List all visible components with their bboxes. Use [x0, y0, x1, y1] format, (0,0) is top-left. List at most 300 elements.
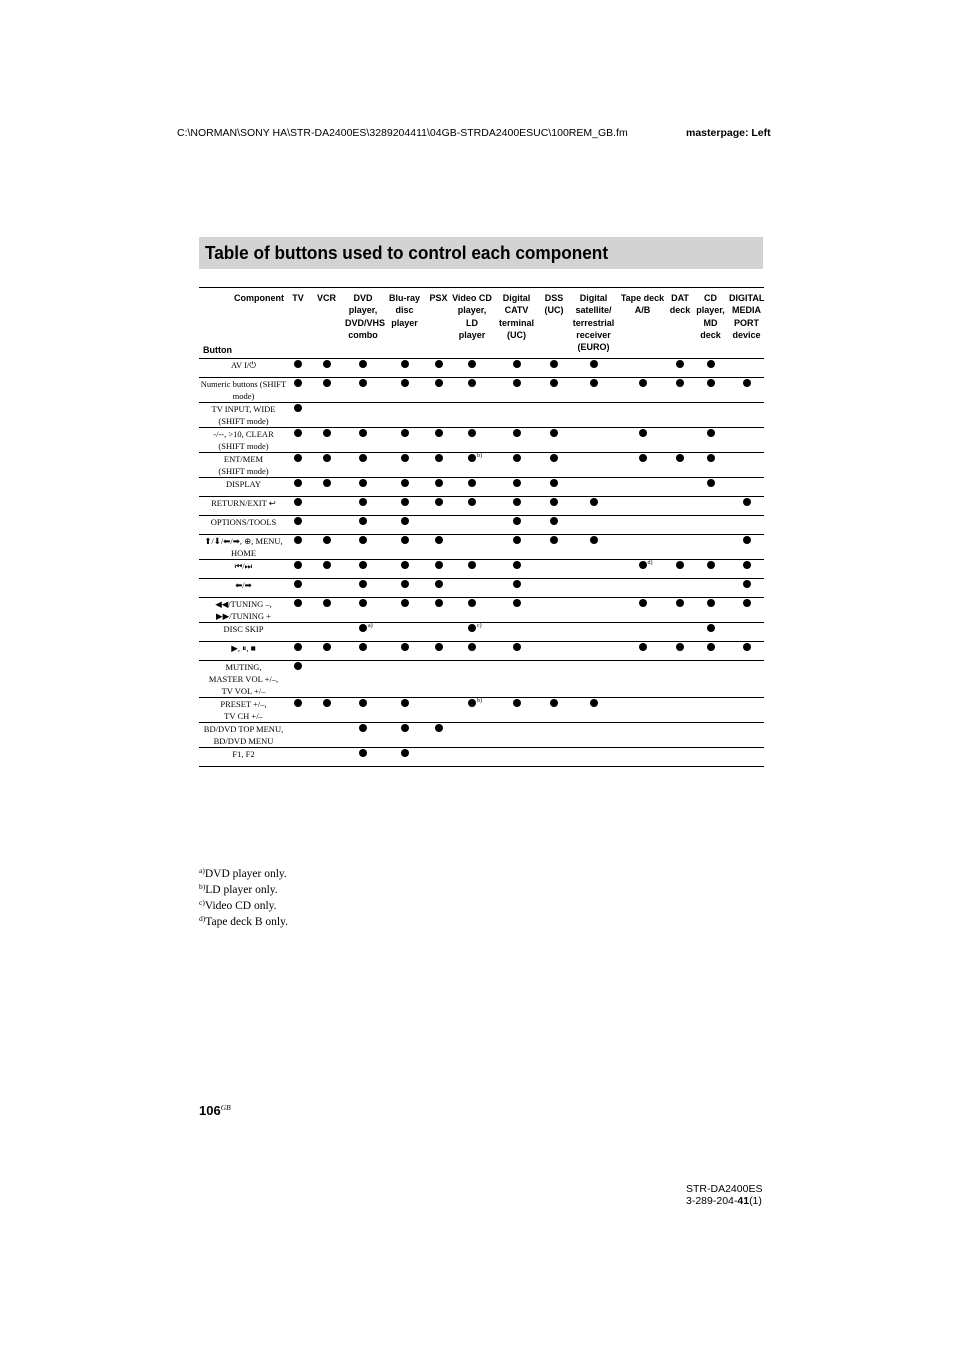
supported-mark — [468, 479, 476, 487]
supported-mark — [639, 379, 647, 387]
button-label: ⏮/⏭ — [234, 561, 253, 571]
supported-mark — [401, 724, 409, 732]
supported-mark — [294, 479, 302, 487]
footnote-text: DVD player only. — [204, 868, 287, 880]
supported-mark — [294, 498, 302, 506]
table-cell — [449, 428, 495, 453]
table-cell — [495, 535, 538, 560]
supported-mark — [294, 536, 302, 544]
table-cell — [428, 535, 449, 560]
table-cell — [692, 661, 729, 698]
table-cell — [570, 378, 617, 403]
table-cell — [308, 453, 345, 478]
table-cell — [692, 453, 729, 478]
supported-mark — [323, 643, 331, 651]
table-cell — [345, 516, 381, 535]
footnote-mark: c) — [199, 898, 205, 907]
table-cell — [308, 497, 345, 516]
table-cell — [570, 642, 617, 661]
table-cell — [381, 723, 428, 748]
supported-mark — [359, 379, 367, 387]
supported-mark — [550, 454, 558, 462]
supported-mark — [707, 454, 715, 462]
table-cell — [449, 642, 495, 661]
table-cell — [617, 560, 668, 579]
table-cell — [495, 642, 538, 661]
footnote-mark: d) — [199, 914, 206, 923]
table-cell — [449, 535, 495, 560]
table-cell — [308, 403, 345, 428]
table-cell — [288, 428, 308, 453]
footnote-mark: a) — [199, 866, 205, 875]
table-cell — [692, 598, 729, 623]
supported-mark — [468, 429, 476, 437]
footnote-text: Video CD only. — [204, 900, 277, 912]
table-cell — [538, 579, 570, 598]
column-header: DVD player, DVD/VHS combo — [345, 293, 386, 340]
column-header: Blu-ray disc player — [388, 293, 420, 328]
table-cell — [428, 560, 449, 579]
supported-mark — [294, 429, 302, 437]
table-cell — [308, 598, 345, 623]
table-cell — [308, 428, 345, 453]
table-cell — [288, 478, 308, 497]
supported-mark — [401, 599, 409, 607]
table-cell — [692, 560, 729, 579]
table-cell — [288, 453, 308, 478]
supported-mark — [743, 643, 751, 651]
table-cell — [345, 579, 381, 598]
supported-mark — [294, 643, 302, 651]
table-cell — [288, 748, 308, 767]
table-cell — [729, 748, 764, 767]
supported-mark — [359, 454, 367, 462]
table-cell — [617, 642, 668, 661]
supported-mark — [468, 643, 476, 651]
table-cell — [308, 661, 345, 698]
table-cell — [288, 378, 308, 403]
table-cell — [538, 661, 570, 698]
table-cell — [617, 623, 668, 642]
table-cell — [617, 661, 668, 698]
table-cell — [729, 698, 764, 723]
table-cell — [538, 453, 570, 478]
table-cell — [345, 698, 381, 723]
table-cell — [308, 748, 345, 767]
table-cell — [495, 478, 538, 497]
supported-mark — [401, 454, 409, 462]
supported-mark — [359, 536, 367, 544]
table-cell — [570, 723, 617, 748]
button-label: ⬆/⬇/⬅/➡, ⊕, MENU, HOME — [204, 536, 283, 558]
table-cell — [449, 478, 495, 497]
footnote-ref: c) — [477, 623, 482, 629]
table-cell — [288, 642, 308, 661]
table-row — [199, 516, 764, 535]
table-cell — [692, 516, 729, 535]
supported-mark — [401, 749, 409, 757]
page-number-value: 106 — [199, 1103, 221, 1118]
supported-mark — [435, 536, 443, 544]
supported-mark — [401, 561, 409, 569]
table-row — [199, 598, 764, 623]
supported-mark — [435, 429, 443, 437]
supported-mark — [676, 379, 684, 387]
table-row — [199, 453, 764, 478]
supported-mark — [468, 599, 476, 607]
supported-mark — [676, 561, 684, 569]
supported-mark — [513, 429, 521, 437]
table-cell — [308, 535, 345, 560]
supported-mark — [513, 454, 521, 462]
footnote — [199, 898, 288, 914]
table-cell — [692, 623, 729, 642]
button-label: PRESET +/–, TV CH +/– — [220, 699, 267, 721]
table-cell — [668, 378, 692, 403]
supported-mark — [468, 360, 476, 368]
table-cell — [668, 535, 692, 560]
table-cell — [288, 359, 308, 378]
table-cell — [345, 428, 381, 453]
supported-mark — [323, 479, 331, 487]
table-cell — [538, 497, 570, 516]
supported-mark — [707, 643, 715, 651]
table-cell — [617, 698, 668, 723]
supported-mark — [513, 536, 521, 544]
column-header: DSS (UC) — [544, 293, 564, 316]
button-label: -/--, >10, CLEAR (SHIFT mode) — [213, 429, 274, 451]
table-cell — [428, 642, 449, 661]
supported-mark — [359, 724, 367, 732]
table-cell — [570, 403, 617, 428]
masterpage-label: masterpage: Left — [686, 127, 771, 139]
table-row — [199, 579, 764, 598]
supported-mark — [401, 536, 409, 544]
supported-mark — [294, 699, 302, 707]
table-cell — [288, 698, 308, 723]
table-cell — [288, 623, 308, 642]
table-cell — [570, 359, 617, 378]
table-cell — [617, 723, 668, 748]
table-cell — [345, 478, 381, 497]
supported-mark — [743, 580, 751, 588]
table-cell — [308, 579, 345, 598]
table-cell — [570, 497, 617, 516]
table-cell — [729, 623, 764, 642]
table-cell — [692, 497, 729, 516]
supported-mark — [707, 479, 715, 487]
supported-mark — [401, 643, 409, 651]
supported-mark — [294, 379, 302, 387]
supported-mark — [401, 379, 409, 387]
supported-mark — [550, 699, 558, 707]
table-cell — [308, 723, 345, 748]
button-label: BD/DVD TOP MENU, BD/DVD MENU — [203, 724, 284, 746]
table-cell — [449, 560, 495, 579]
supported-mark — [359, 479, 367, 487]
table-cell — [617, 478, 668, 497]
table-cell — [729, 403, 764, 428]
table-cell — [495, 359, 538, 378]
table-cell — [570, 453, 617, 478]
supported-mark — [513, 580, 521, 588]
supported-mark — [468, 454, 476, 462]
table-cell — [495, 748, 538, 767]
table-cell — [288, 723, 308, 748]
supported-mark — [294, 599, 302, 607]
supported-mark — [435, 498, 443, 506]
table-cell — [729, 453, 764, 478]
table-row — [199, 698, 764, 723]
button-label: DISPLAY — [225, 479, 262, 489]
column-header: DIGITAL MEDIA PORT device — [729, 293, 765, 340]
table-cell — [692, 359, 729, 378]
supported-mark — [513, 599, 521, 607]
table-cell — [668, 661, 692, 698]
table-cell — [288, 598, 308, 623]
table-cell — [729, 642, 764, 661]
table-cell — [692, 579, 729, 598]
supported-mark — [639, 429, 647, 437]
supported-mark — [590, 379, 598, 387]
supported-mark — [294, 580, 302, 588]
table-cell — [381, 748, 428, 767]
supported-mark — [639, 599, 647, 607]
table-cell — [345, 661, 381, 698]
footnote-text: Tape deck B only. — [205, 916, 289, 928]
supported-mark — [676, 454, 684, 462]
table-cell — [729, 723, 764, 748]
supported-mark — [435, 360, 443, 368]
table-cell — [692, 748, 729, 767]
title-bar — [199, 237, 763, 269]
table-cell — [288, 403, 308, 428]
table-cell — [617, 535, 668, 560]
table-cell — [345, 623, 381, 642]
supported-mark — [513, 643, 521, 651]
supported-mark — [359, 580, 367, 588]
table-cell — [570, 478, 617, 497]
button-label: RETURN/EXIT ↩ — [211, 498, 276, 508]
table-cell — [381, 359, 428, 378]
button-component-table — [199, 287, 764, 767]
footnote-mark: b) — [199, 882, 206, 891]
table-cell — [449, 359, 495, 378]
supported-mark — [743, 498, 751, 506]
table-cell — [668, 497, 692, 516]
supported-mark — [639, 643, 647, 651]
supported-mark — [294, 404, 302, 412]
table-cell — [570, 428, 617, 453]
table-cell — [428, 497, 449, 516]
table-cell — [381, 428, 428, 453]
table-cell — [668, 598, 692, 623]
table-cell — [692, 698, 729, 723]
table-cell — [570, 661, 617, 698]
table-cell — [495, 723, 538, 748]
table-cell — [668, 579, 692, 598]
table-cell — [345, 497, 381, 516]
table-cell — [570, 623, 617, 642]
supported-mark — [359, 429, 367, 437]
table-cell — [668, 560, 692, 579]
table-row — [199, 661, 764, 698]
table-cell — [381, 453, 428, 478]
page-number — [199, 1103, 231, 1118]
footnote — [199, 882, 288, 898]
table-cell — [495, 598, 538, 623]
table-cell — [495, 560, 538, 579]
table-cell — [449, 453, 495, 478]
table-cell — [495, 428, 538, 453]
supported-mark — [676, 360, 684, 368]
table-cell — [288, 579, 308, 598]
table-cell — [345, 403, 381, 428]
button-label: MUTING, MASTER VOL +/–, TV VOL +/– — [208, 662, 279, 696]
button-label: OPTIONS/TOOLS — [210, 517, 277, 527]
table-cell — [381, 598, 428, 623]
table-cell — [570, 698, 617, 723]
table-cell — [381, 535, 428, 560]
supported-mark — [707, 624, 715, 632]
table-cell — [381, 560, 428, 579]
supported-mark — [359, 360, 367, 368]
table-row — [199, 497, 764, 516]
model-number: STR-DA2400ES — [686, 1183, 763, 1195]
table-cell — [617, 748, 668, 767]
supported-mark — [401, 360, 409, 368]
supported-mark — [590, 536, 598, 544]
table-cell — [668, 516, 692, 535]
supported-mark — [743, 536, 751, 544]
table-cell — [538, 535, 570, 560]
page-title: Table of buttons used to control each component — [205, 242, 609, 263]
table-cell — [538, 478, 570, 497]
button-label: Numeric buttons (SHIFT mode) — [200, 379, 287, 401]
table-cell — [729, 428, 764, 453]
table-cell — [449, 579, 495, 598]
supported-mark — [294, 360, 302, 368]
table-cell — [668, 359, 692, 378]
file-path: C:\NORMAN\SONY HA\STR-DA2400ES\3289204411\04GB-STRDA2400ESUC\100REM_GB.fm — [177, 127, 628, 139]
button-label: AV I/⏻ — [230, 360, 257, 370]
supported-mark — [468, 379, 476, 387]
table-cell — [449, 698, 495, 723]
table-cell — [538, 378, 570, 403]
table-cell — [381, 478, 428, 497]
supported-mark — [323, 561, 331, 569]
table-cell — [570, 516, 617, 535]
table-cell — [345, 453, 381, 478]
table-row — [199, 535, 764, 560]
table-cell — [308, 623, 345, 642]
footnote-text: LD player only. — [205, 884, 278, 896]
supported-mark — [513, 561, 521, 569]
table-cell — [288, 535, 308, 560]
table-cell — [617, 403, 668, 428]
table-cell — [729, 359, 764, 378]
supported-mark — [294, 662, 302, 670]
code-suffix: (1) — [749, 1195, 762, 1207]
supported-mark — [401, 498, 409, 506]
table-cell — [428, 579, 449, 598]
table-cell — [381, 698, 428, 723]
supported-mark — [639, 561, 647, 569]
supported-mark — [550, 517, 558, 525]
supported-mark — [676, 643, 684, 651]
table-cell — [538, 598, 570, 623]
supported-mark — [435, 454, 443, 462]
table-cell — [570, 535, 617, 560]
table-cell — [345, 723, 381, 748]
supported-mark — [707, 360, 715, 368]
footnote — [199, 914, 288, 930]
table-cell — [308, 478, 345, 497]
button-label: ⬅/➡ — [235, 580, 252, 590]
supported-mark — [513, 517, 521, 525]
table-cell — [495, 698, 538, 723]
table-cell — [428, 623, 449, 642]
table-cell — [495, 623, 538, 642]
table-cell — [288, 497, 308, 516]
table-cell — [617, 359, 668, 378]
supported-mark — [513, 479, 521, 487]
column-header: Video CD player, LD player — [452, 293, 492, 340]
table-row — [199, 560, 764, 579]
supported-mark — [468, 624, 476, 632]
table-cell — [617, 453, 668, 478]
table-cell — [668, 403, 692, 428]
supported-mark — [743, 599, 751, 607]
column-header: Digital satellite/ terrestrial receiver (EURO) — [572, 293, 615, 353]
table-cell — [538, 403, 570, 428]
table-cell — [495, 579, 538, 598]
table-cell — [449, 623, 495, 642]
corner-button-label: Button — [203, 344, 232, 355]
footnotes — [199, 866, 288, 930]
supported-mark — [401, 479, 409, 487]
table-cell — [617, 428, 668, 453]
table-cell — [381, 403, 428, 428]
table-cell — [345, 598, 381, 623]
table-cell — [668, 698, 692, 723]
supported-mark — [435, 724, 443, 732]
supported-mark — [359, 749, 367, 757]
table-cell — [381, 497, 428, 516]
supported-mark — [707, 429, 715, 437]
table-cell — [538, 723, 570, 748]
table-cell — [668, 428, 692, 453]
table-cell — [617, 516, 668, 535]
supported-mark — [513, 699, 521, 707]
table-cell — [570, 598, 617, 623]
column-header: VCR — [316, 293, 336, 303]
supported-mark — [550, 536, 558, 544]
table-cell — [381, 642, 428, 661]
supported-mark — [590, 360, 598, 368]
table-cell — [428, 378, 449, 403]
table-row — [199, 642, 764, 661]
supported-mark — [435, 479, 443, 487]
supported-mark — [513, 360, 521, 368]
table-cell — [308, 359, 345, 378]
code-bold: 41 — [737, 1195, 750, 1207]
table-cell — [617, 598, 668, 623]
table-cell — [449, 723, 495, 748]
table-cell — [449, 661, 495, 698]
supported-mark — [676, 599, 684, 607]
table-cell — [495, 403, 538, 428]
